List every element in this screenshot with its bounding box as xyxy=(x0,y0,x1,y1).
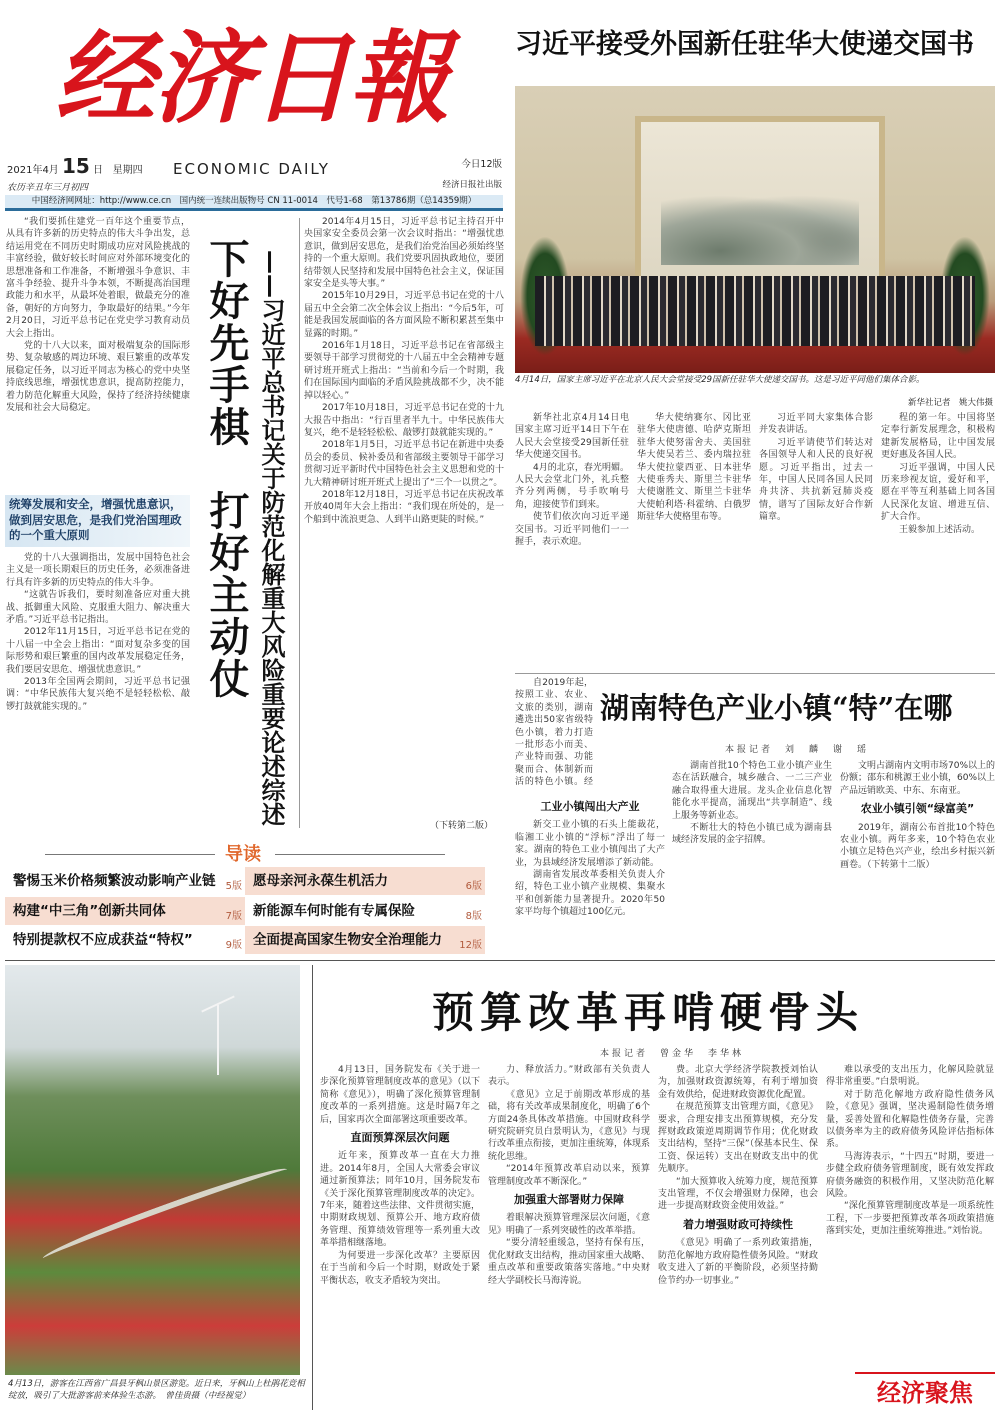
newspaper-logo: 经济日報 xyxy=(55,19,447,137)
paragraph: “2014年预算改革启动以来，预算管理制度改革不断深化。” xyxy=(488,1164,650,1187)
column xyxy=(759,412,873,670)
paragraph: “要分清轻重缓急，坚持有保有压，优化财政支出结构，推动国家重大战略、重点改革和重要政策落实落地。”中央财经大学副校长马海涛说。 xyxy=(488,1238,650,1286)
guide-item-page: 12版 xyxy=(459,940,482,951)
column xyxy=(881,412,995,670)
paragraph: 马海涛表示，“十四五”时期，要进一步健全政府债务管理制度，既有效发挥政府债务融资的积极作用，又坚决防范化解风险。 xyxy=(826,1151,994,1200)
paragraph: 4月13日，国务院发布《关于进一步深化预算管理制度改革的意见》（以下简称《意见》），明确了深化预算管理制度改革的一系列措施。这是时隔7年之后，国家再次全面部署这项重要改革。 xyxy=(320,1065,480,1125)
budget-col1 xyxy=(320,1064,480,1409)
guide-item-text: 构建“中三角”创新共同体 xyxy=(13,903,166,919)
paragraph: 自2019年起，按照工业、农业、文旅的类别，湖南遴选出50家省级特色小镇，着力打造一批形态小而美、产业特而强、功能聚而合、体制新而活的特色小镇。经 xyxy=(515,678,593,788)
hunan-col2 xyxy=(672,760,832,955)
economic-focus-label: 经济聚焦 xyxy=(855,1372,995,1410)
weekday: 星期四 xyxy=(112,165,143,176)
wind-turbine xyxy=(217,1005,219,1075)
paragraph: 费。北京大学经济学院教授刘怡认为，加强财政资源统筹，有利于增加资金有效供给，促进财政资源优化配置。 xyxy=(658,1065,818,1100)
guide-item-page: 8版 xyxy=(465,911,482,922)
pull-quote: 统筹发展和安全，增强忧患意识，做到居安思危，是我们党治国理政的一个重大原则 xyxy=(5,495,190,547)
date xyxy=(7,154,143,178)
guide-title: 导读 xyxy=(225,844,261,865)
paragraph: 力、释放活力。”财政部有关负责人表示。 xyxy=(488,1065,650,1088)
guide-item[interactable] xyxy=(245,897,485,925)
budget-col3 xyxy=(658,1064,818,1409)
people-row xyxy=(535,276,975,346)
left-article-col1b xyxy=(6,552,190,832)
subheading: 加强重大部署财力保障 xyxy=(514,1193,624,1207)
paragraph: 2015年10月29日，习近平总书记在党的十八届五中全会第二次全体会议上指出：“今后5年，可能是我国发展面临的各方面风险不断积累甚至集中显露的时期。” xyxy=(304,291,504,339)
date-bar xyxy=(5,150,510,195)
column xyxy=(637,412,751,670)
budget-col2 xyxy=(488,1064,650,1409)
hunan-byline: 本报记者 刘 麟 谢 瑶 xyxy=(725,745,870,755)
guide-item-page: 5版 xyxy=(225,881,242,892)
paragraph: 党的十八大强调指出，发展中国特色社会主义是一项长期艰巨的历史任务，必须准备进行具有许多新的历史特点的伟大斗争。 xyxy=(6,553,190,588)
paragraph: 难以承受的支出压力，化解风险就显得非常重要。”白景明说。 xyxy=(826,1065,994,1088)
walking-path xyxy=(40,1161,290,1267)
paragraph: 使节们依次向习近平递交国书。习近平同他们一一握手，表示欢迎。 xyxy=(515,512,629,548)
guide-item-page: 6版 xyxy=(465,881,482,892)
caption-text: 4月13日，游客在江西省广昌县牙枫山景区游览。近日来，牙枫山上杜鹃花竞相绽放，吸引了大批游客前来体验生态游。 xyxy=(8,1379,305,1401)
guide-item-text: 全面提高国家生物安全治理能力 xyxy=(253,932,442,948)
subheading: 着力增强财政可持续性 xyxy=(683,1217,793,1231)
left-article-title: 下好先手棋 打好主动仗 xyxy=(203,238,249,700)
paragraph: 对于防范化解地方政府隐性债务风险，《意见》强调，坚决遏制隐性债务增量，妥善处置和化解隐性债务存量，完善以债务率为主的政府债务风险评估指标体系。 xyxy=(826,1089,994,1150)
publication-info-bar: 中国经济网网址：http://www.ce.cn 国内统一连续出版物号 CN 11-0014 代号1-68 第13786期（总14359期） xyxy=(5,195,503,211)
paragraph: “加大预算收入统筹力度，规范预算支出管理，不仅会增强财力保障，也会进一步提高财政资金使用效益。” xyxy=(658,1176,818,1212)
paragraph: 不断壮大的特色小镇已成为湖南县域经济发展的金字招牌。 xyxy=(672,823,832,846)
paragraph: 在规范预算支出管理方面，《意见》要求，合理安排支出预算规模，充分发挥财政政策逆周期调节作用；优化财政支出结构，坚持“三保”（保基本民生、保工资、保运转）支出在财政支出中的优先顺序。 xyxy=(658,1102,818,1175)
guide-item-text: 愿母亲河永葆生机活力 xyxy=(253,873,388,889)
paragraph: 2014年4月15日，习近平总书记主持召开中央国家安全委员会第一次会议时指出：“增强忧患意识，做到居安思危，是我们治党治国必须始终坚持的一个重大原则。我们党要巩固执政地位，要团结带领人民坚持和发展中国特色社会主义，保证国家安全是头等大事。” xyxy=(304,217,504,290)
paragraph: 文明占湖南内文明市场70%以上的份额；邵东和桃源王业小镇，60%以上产品远销欧美、中东、东南亚。 xyxy=(840,761,995,796)
date-day: 15 xyxy=(62,154,90,178)
paragraph: 2018年1月5日，习近平总书记在新进中央委员会的委员、候补委员和省部级主要领导干部学习贯彻习近平新时代中国特色社会主义思想和党的十九大精神研讨班开班式上提出了“三个一以贯之”。 xyxy=(304,440,504,488)
paragraph: 《意见》明确了一系列政策措施，防范化解地方政府隐性债务风险。“财政收支进入了新的平衡阶段，必须坚持勤俭节约办一切事业。” xyxy=(658,1238,818,1286)
paragraph: 程的第一年。中国将坚定奉行新发展理念，积极构建新发展格局，让中国发展更好惠及各国人民。 xyxy=(881,413,995,461)
continued-note: （下转第二版） xyxy=(430,821,494,831)
photo-caption: 4月14日，国家主席习近平在北京人民大会堂接受29国新任驻华大使递交国书。这是习近平同他们集体合影。 xyxy=(515,375,925,385)
paragraph: 党的十八大以来，面对极端复杂的国际形势、复杂敏感的周边环境、艰巨繁重的改革发展稳定任务，以习近平同志为核心的党中央坚持底线思维，增强忧患意识，提高防控能力，着力防范化解重大风险，保持了经济持续健康发展和社会大局稳定。 xyxy=(6,341,190,414)
paragraph: 湖南首批10个特色工业小镇产业生态在活跃融合，城乡融合、一二三产业融合取得重大进展。龙头企业信息化智能化水平提高，涌现出“共享制造”、线上服务等新业态。 xyxy=(672,761,832,821)
paragraph: 2012年11月15日，习近平总书记在党的十八届一中全会上指出：“面对复杂多变的国际形势和艰巨繁重的国内改革发展稳定任务，我们要居安思危、增强忧患意识。” xyxy=(6,627,190,675)
subheading: 工业小镇闯出大产业 xyxy=(540,800,640,813)
lunar-date: 农历辛丑年三月初四 xyxy=(7,183,89,193)
hunan-headline: 湖南特色产业小镇“特”在哪 xyxy=(600,691,953,725)
paragraph: 4月的北京，春光明媚。人民大会堂北门外，礼兵整齐分列两侧，号手吹响号角，迎接使节们到来。 xyxy=(515,462,629,510)
bottom-photo-caption xyxy=(8,1378,308,1402)
paragraph: 习近平同大家集体合影并发表讲话。 xyxy=(759,413,873,436)
budget-headline: 预算改革再啃硬骨头 xyxy=(432,988,865,1037)
english-title: ECONOMIC DAILY xyxy=(173,160,330,178)
subheading: 直面预算深层次问题 xyxy=(350,1131,450,1145)
paragraph: 近年来，预算改革一直在大力推进。2014年8月，全国人大常委会审议通过新预算法；同年10月，国务院发布《关于深化预算管理制度改革的决定》。7年来，随着这些法律、文件贯彻实施，中期财政规划、预算公开、地方政府债务管理、预算绩效管理等一系列重大改革举措相继落地。 xyxy=(320,1151,480,1249)
photo-credit: 曾佳贵摄（中经视觉） xyxy=(165,1391,251,1401)
paragraph: 习近平强调，中国人民历来珍视友谊，爱好和平，愿在平等互利基础上同各国人民深化友谊、增进互信、扩大合作。 xyxy=(881,462,995,523)
guide-item[interactable] xyxy=(5,926,245,954)
page-count: 今日12版 xyxy=(461,159,502,170)
left-article-col2 xyxy=(304,216,504,811)
publisher: 经济日报社出版 xyxy=(442,180,502,190)
paragraph: 2016年1月18日，习近平总书记在省部级主要领导干部学习贯彻党的十八届五中全会精神专题研讨班开班式上指出：“当前和今后一个时期，我们在国际国内面临的矛盾风险挑战都不少，决不能掉以轻心。” xyxy=(304,341,504,401)
azalea-hill-photo xyxy=(5,965,300,1375)
column xyxy=(515,412,629,670)
guide-item[interactable] xyxy=(5,867,245,895)
budget-byline: 本报记者 曾金华 李华林 xyxy=(600,1049,745,1059)
guide-section xyxy=(5,840,495,955)
paragraph: 为何要进一步深化改革？主要原因在于当前和今后一个时期，财政处于紧平衡状态，收支矛盾较为突出。 xyxy=(320,1250,480,1286)
paragraph: 2013年全国两会期间，习近平总书记强调：“中华民族伟大复兴绝不是轻轻松松、敲锣打鼓就能实现的。” xyxy=(6,677,190,712)
paragraph: 着眼解决预算管理深层次问题，《意见》明确了一系列突破性的改革举措。 xyxy=(488,1213,650,1236)
ambassadors-group-photo xyxy=(515,86,995,373)
guide-item[interactable] xyxy=(245,867,485,895)
paragraph: “深化预算管理制度改革是一项系统性工程，下一步要把预算改革各项政策措施落到实处，更加注重统筹推进。”刘怡说。 xyxy=(826,1201,994,1237)
guide-item-page: 9版 xyxy=(225,940,242,951)
left-article-subtitle: ——习近平总书记关于防范化解重大风险重要论述综述 xyxy=(257,250,285,826)
left-article-col1a xyxy=(6,216,190,492)
paragraph: 《意见》立足于前期改革形成的基础，将有关改革成果制度化，明确了6个方面24条具体改革措施。中国财政科学研究院研究员白景明认为，《意见》与现行改革重点衔接，更加注重统筹，体现系统化思维。 xyxy=(488,1089,650,1162)
guide-item[interactable] xyxy=(5,897,245,925)
date-day-suffix: 日 xyxy=(93,165,104,176)
paragraph: 新华社北京4月14日电 国家主席习近平14日下午在人民大会堂接受29国新任驻华大使递交国书。 xyxy=(515,413,629,461)
paragraph: 2017年10月18日，习近平总书记在党的十九大报告中指出：“行百里者半九十。中华民族伟大复兴，绝不是轻轻松松、敲锣打鼓就能实现的。” xyxy=(304,403,504,438)
hunan-col3 xyxy=(840,760,995,955)
date-month: 2021年4月 xyxy=(7,165,59,176)
landscape-painting xyxy=(635,116,885,291)
guide-item-text: 特别提款权不应成获益“特权” xyxy=(13,932,193,948)
subheading: 农业小镇引领“绿富美” xyxy=(860,802,975,816)
hunan-lead xyxy=(515,677,593,789)
guide-item-text: 新能源车何时能有专属保险 xyxy=(253,903,415,919)
paragraph: 2018年12月18日，习近平总书记在庆祝改革开放40周年大会上指出：“我们现在所处的，是一个船到中流浪更急、人到半山路更陡的时候。” xyxy=(304,489,504,525)
paragraph: “这就告诉我们，要时刻准备应对重大挑战、抵御重大风险、克服重大阻力、解决重大矛盾。”习近平总书记指出。 xyxy=(6,590,190,626)
top-story-body xyxy=(515,412,995,670)
paragraph: 王毅参加上述活动。 xyxy=(899,524,981,535)
guide-item-text: 警惕玉米价格频繁波动影响产业链 xyxy=(13,873,216,889)
budget-col4 xyxy=(826,1064,994,1364)
paragraph: 华大使纳赛尔、冈比亚驻华大使唐德、哈萨克斯坦驻华大使努雷舍夫、美国驻华大使吴若兰、委内瑞拉驻华大使拉蒙西亚、日本驻华大使垂秀夫、斯里兰卡驻华大使谢胜文、斯里兰卡驻华大使帕利塔·科霍纳、白俄罗斯驻华大使格里布等。 xyxy=(637,413,751,523)
guide-item[interactable] xyxy=(245,926,485,954)
hunan-col1 xyxy=(515,795,665,955)
guide-item-page: 7版 xyxy=(225,911,242,922)
paragraph: 湖南省发展改革委相关负责人介绍，特色工业小镇产业规模、集聚水平和创新能力显著提升。2020年50家平均每个镇超过100亿元。 xyxy=(515,870,665,918)
paragraph: 2019年，湖南公布首批10个特色农业小镇。两年多来，10个特色农业小镇立足特色兴产业，绘出乡村振兴新画卷。（下转第十二版） xyxy=(840,822,995,870)
paragraph: 习近平请使节们转达对各国领导人和人民的良好祝愿。习近平指出，过去一年，中国人民同各国人民同舟共济、共抗新冠肺炎疫情，谱写了国际友好合作新篇章。 xyxy=(759,437,873,523)
photo-credit: 新华社记者 姚大伟摄 xyxy=(907,398,993,408)
paragraph: 新交工业小镇的石头上能裁花，临湘工业小镇的“浮标”浮出了每一家。湖南的特色工业小镇闯出了大产业，为县域经济发展增添了新动能。 xyxy=(515,820,665,868)
top-story-headline: 习近平接受外国新任驻华大使递交国书 xyxy=(515,29,974,60)
paragraph: “我们要抓住建党一百年这个重要节点，从具有许多新的历史特点的伟大斗争出发，总结运用党在不同历史时期成功应对风险挑战的丰富经验，做好较长时间应对外部环境变化的思想准备和工作准备，不断增强斗争意识、丰富斗争经验、提升斗争本领，不断提高治国理政能力和水平，从最坏处着眼，做最充分的准备，朝好的方向努力，争取最好的结果。”今年2月20日，习近平总书记在党史学习教育动员大会上指出。 xyxy=(6,217,190,339)
